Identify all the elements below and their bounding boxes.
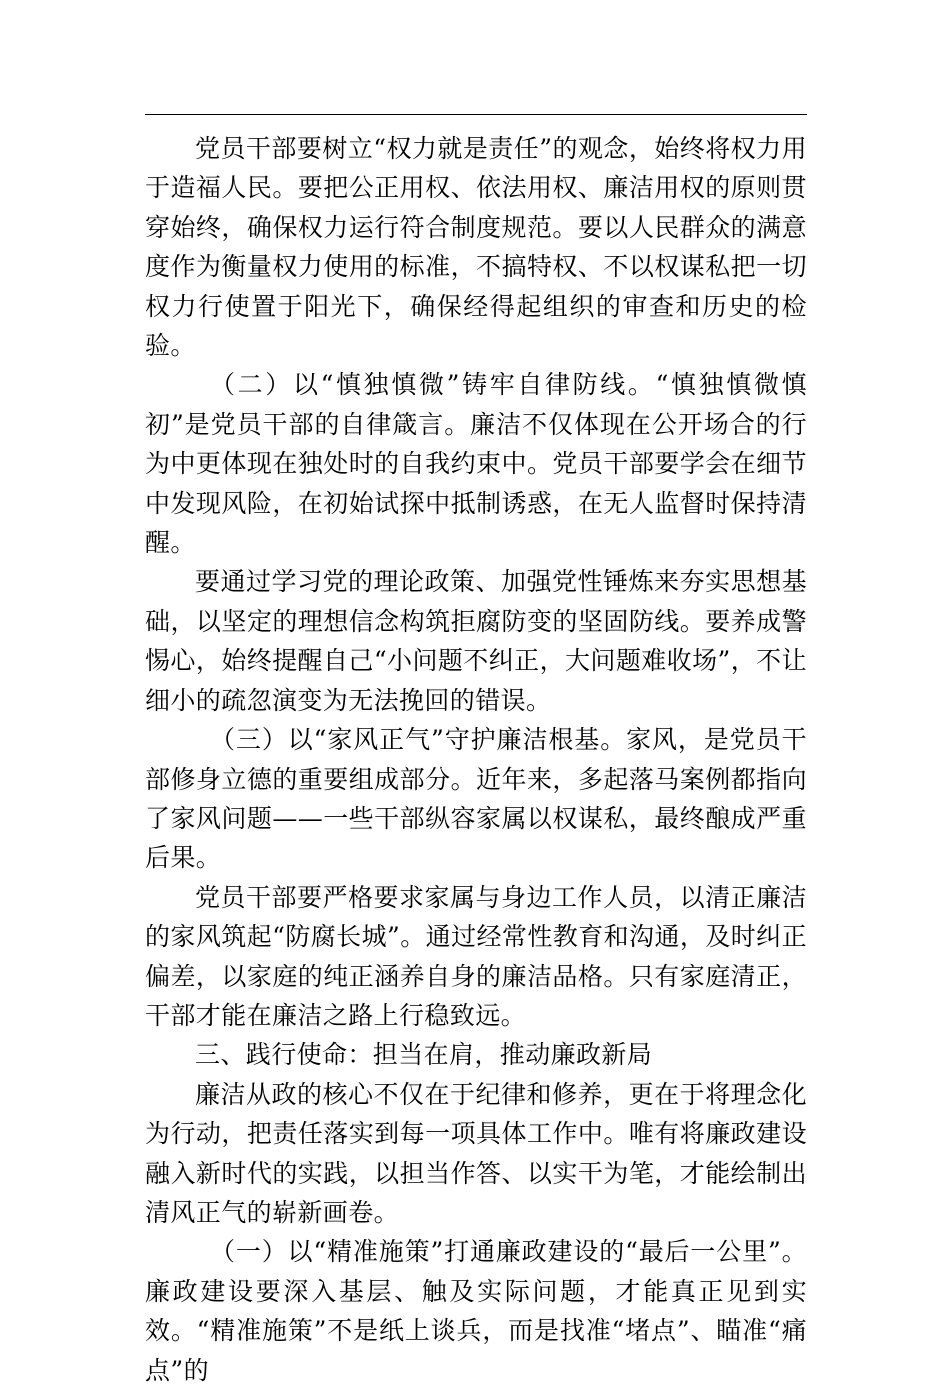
paragraph: 廉洁从政的核心不仅在于纪律和修养，更在于将理念化为行动，把责任落实到每一项具体工作中。唯有将廉政建设融入新时代的实践，以担当作答、以实干为笔，才能绘制出清风正气的崭新画卷。 <box>145 1079 807 1227</box>
section-heading: 三、践行使命：担当在肩，推动廉政新局 <box>195 1040 653 1070</box>
paragraph: 党员干部要树立“权力就是责任”的观念，始终将权力用于造福人民。要把公正用权、依法用权、廉洁用权的原则贯穿始终，确保权力运行符合制度规范。要以人民群众的满意度作为衡量权力使用的标准，不搞特权、不以权谋私把一切权力行使置于阳光下，确保经得起组织的审查和历史的检验。 <box>145 134 807 361</box>
subsection-heading-paragraph: （三）以“家风正气”守护廉洁根基。家风，是党员干部修身立德的重要组成部分。近年来，多起落马案例都指向了家风问题——一些干部纵容家属以权谋私，最终酿成严重后果。 <box>145 725 807 873</box>
paragraph: 党员干部要严格要求家属与身边工作人员，以清正廉洁的家风筑起“防腐长城”。通过经常性教育和沟通，及时纠正偏差，以家庭的纯正涵养自身的廉洁品格。只有家庭清正，干部才能在廉洁之路上行稳致远。 <box>145 882 807 1030</box>
subsection-heading-paragraph: （二）以“慎独慎微”铸牢自律防线。“慎独慎微慎初”是党员干部的自律箴言。廉洁不仅体现在公开场合的行为中更体现在独处时的自我约束中。党员干部要学会在细节中发现风险，在初始试探中抵制诱惑，在无人监督时保持清醒。 <box>145 370 807 558</box>
header-rule <box>145 114 807 115</box>
subsection-heading-paragraph: （一）以“精准施策”打通廉政建设的“最后一公里”。廉政建设要深入基层、触及实际问题，才能真正见到实效。“精准施策”不是纸上谈兵，而是找准“堵点”、瞄准“痛点”的 <box>145 1237 807 1385</box>
paragraph: 要通过学习党的理论政策、加强党性锤炼来夯实思想基础，以坚定的理想信念构筑拒腐防变的坚固防线。要养成警惕心，始终提醒自己“小问题不纠正，大问题难收场”，不让细小的疏忽演变为无法挽回的错误。 <box>145 567 807 715</box>
document-body <box>145 129 807 1390</box>
